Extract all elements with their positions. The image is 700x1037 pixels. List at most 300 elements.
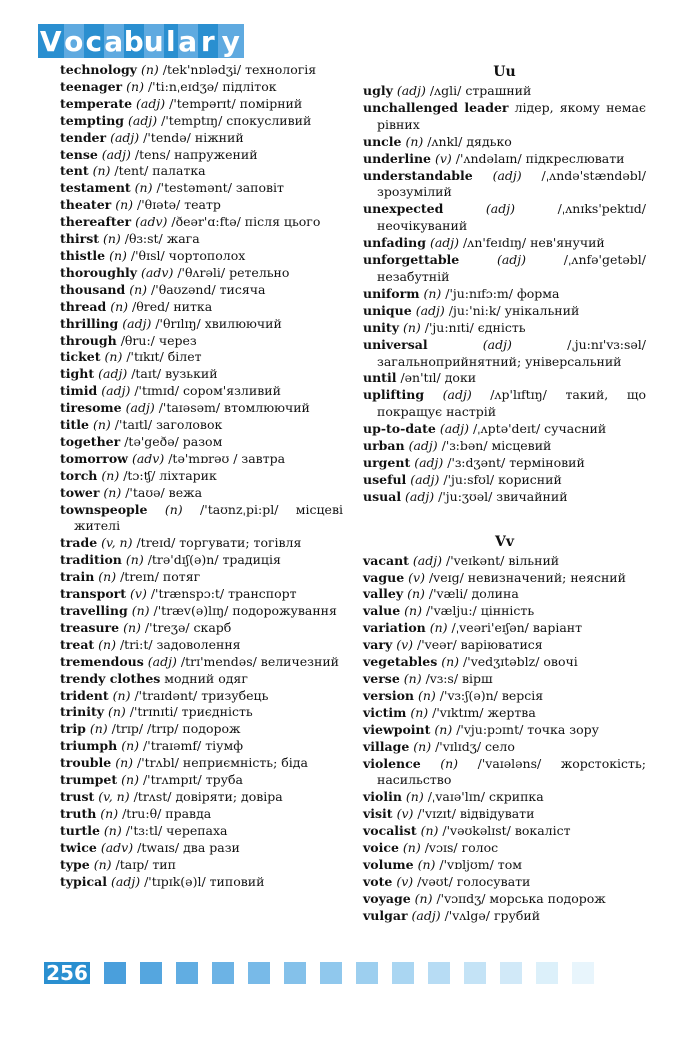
transcription-translation: /'trɪnɪti/ триєдність — [129, 704, 253, 720]
vocabulary-title — [38, 24, 244, 58]
transcription-translation: /'taʊə/ вежа — [125, 484, 203, 500]
dictionary-entry — [363, 722, 646, 739]
headword: voice — [363, 840, 399, 856]
part-of-speech: (n) — [112, 687, 131, 703]
dictionary-entry — [60, 806, 343, 823]
dictionary-entry — [363, 671, 646, 688]
part-of-speech: (n) — [403, 671, 422, 686]
transcription-translation: /ˌʌnɪks'pektɪd/ неочікуваний — [377, 201, 646, 234]
headword: useful — [363, 471, 407, 487]
headword: version — [363, 687, 415, 703]
headword: unforgettable — [363, 252, 460, 268]
headword: transport — [60, 586, 127, 602]
transcription-translation: /'vju:pɔɪnt/ точка зору — [456, 721, 599, 737]
transcription-translation: /ðeər'ɑ:ftə/ після цього — [171, 214, 321, 230]
transcription-translation: /'traɪəmf/ тіумф — [143, 738, 243, 754]
transcription-translation: /'ju:nɪti/ єдність — [424, 319, 526, 335]
section-u-list — [363, 83, 646, 506]
headword: tent — [60, 163, 89, 179]
transcription-translation: /ˌʌnfə'getəbl/ незабутній — [377, 252, 646, 284]
dictionary-entry — [363, 620, 646, 637]
part-of-speech: (n) — [404, 603, 422, 619]
decorative-square — [428, 962, 450, 984]
part-of-speech: (n) — [405, 133, 424, 149]
part-of-speech: (n) — [131, 603, 150, 618]
dictionary-entry — [363, 654, 646, 671]
transcription-translation: /'vɒljʊm/ том — [439, 856, 522, 872]
dictionary-entry — [60, 180, 343, 197]
transcription-translation: /ˌʌptə'deɪt/ сучасний — [472, 421, 607, 437]
part-of-speech: (n) — [98, 636, 116, 652]
part-of-speech: (n) — [126, 78, 144, 94]
headword: turtle — [60, 822, 100, 838]
headword: vulgar — [363, 907, 408, 923]
dictionary-entry — [60, 79, 343, 96]
dictionary-entry — [60, 231, 343, 248]
decorative-square — [464, 962, 486, 984]
headword: typical — [60, 873, 107, 889]
dictionary-entry — [363, 455, 646, 472]
transcription-translation: /'θʌrəli/ ретельно — [177, 264, 290, 280]
headword: tender — [60, 129, 107, 145]
transcription-translation: /'vaɪələns/ жорстокість; насильство — [377, 755, 646, 788]
dictionary-entry — [363, 688, 646, 705]
part-of-speech: (n) — [104, 349, 123, 365]
dictionary-entry — [363, 756, 646, 790]
headword: unexpected — [363, 201, 444, 217]
transcription-translation: /'tɜ:tl/ черепаха — [125, 822, 228, 838]
dictionary-entry — [60, 704, 343, 721]
dictionary-entry — [363, 603, 646, 620]
headword: unchallenged leader — [363, 99, 509, 115]
dictionary-entry — [60, 874, 343, 891]
transcription-translation: /'tɪpɪk(ə)l/ типовий — [144, 873, 265, 889]
headword: ugly — [363, 83, 393, 98]
dictionary-entry — [60, 586, 343, 603]
headword: unique — [363, 302, 412, 318]
part-of-speech: (n) — [103, 822, 122, 838]
section-heading-v: Vv — [495, 533, 514, 550]
headword: trip — [60, 721, 86, 737]
part-of-speech: (n) — [407, 586, 425, 602]
part-of-speech: (adj) — [125, 400, 155, 416]
page-number: 256 — [44, 962, 90, 984]
headword: vocalist — [363, 823, 417, 839]
transcription-translation: /'taʊnzˌpi:pl/ місцеві жителі — [74, 501, 343, 534]
part-of-speech: (n) — [441, 654, 460, 670]
headword: thereafter — [60, 214, 132, 230]
title-letter: l — [165, 24, 177, 58]
dictionary-entry — [60, 721, 343, 738]
headword: uplifting — [363, 387, 425, 403]
dictionary-entry — [363, 489, 646, 506]
dictionary-entry — [60, 265, 343, 282]
part-of-speech: (n) — [125, 552, 144, 568]
part-of-speech: (adj) — [110, 873, 141, 889]
headword: teenager — [60, 78, 123, 94]
transcription-translation: /'vəʊkəlɪst/ вокаліст — [442, 823, 571, 839]
headword: unfading — [363, 235, 426, 251]
part-of-speech: (n) — [115, 197, 134, 213]
decorative-square — [176, 962, 198, 984]
headword: tremendous — [60, 653, 144, 669]
part-of-speech: (v, n) — [101, 535, 133, 551]
dictionary-entry — [60, 130, 343, 147]
part-of-speech: (adj) — [442, 387, 472, 403]
dictionary-entry — [363, 739, 646, 756]
dictionary-entry — [60, 485, 343, 502]
headword: treat — [60, 636, 95, 652]
transcription-translation: /tə'mɒrəʊ / завтра — [168, 450, 286, 466]
headword: truth — [60, 805, 97, 821]
dictionary-entry — [363, 806, 646, 823]
headword: together — [60, 433, 121, 449]
headword: village — [363, 738, 410, 754]
headword: ticket — [60, 349, 101, 365]
headword: victim — [363, 704, 407, 720]
part-of-speech: (adj) — [429, 235, 460, 251]
headword: thread — [60, 298, 107, 314]
transcription-translation: /'ti:nˌeɪdʒə/ підліток — [147, 78, 277, 94]
headword: verse — [363, 671, 400, 686]
dictionary-entry — [60, 535, 343, 552]
headword: thousand — [60, 281, 126, 297]
part-of-speech: (v, n) — [98, 788, 130, 804]
part-of-speech: (v) — [396, 873, 414, 889]
part-of-speech: (n) — [405, 789, 424, 805]
headword: voyage — [363, 890, 411, 906]
dictionary-entry — [363, 823, 646, 840]
dictionary-entry — [60, 637, 343, 654]
part-of-speech: (n) — [402, 319, 421, 335]
headword: type — [60, 856, 90, 872]
dictionary-entry — [60, 113, 343, 130]
part-of-speech: (adj) — [496, 252, 527, 268]
part-of-speech: (n) — [414, 890, 433, 906]
headword: temperate — [60, 95, 133, 111]
dictionary-entry — [60, 248, 343, 265]
transcription-translation: /twaɪs/ два рази — [137, 839, 240, 855]
dictionary-entry — [60, 333, 343, 350]
transcription-translation: /'ju:ʒʊəl/ звичайний — [438, 488, 568, 504]
headword: tiresome — [60, 400, 122, 416]
part-of-speech: (n) — [140, 62, 159, 77]
part-of-speech: (adj) — [408, 438, 438, 454]
headword: title — [60, 417, 89, 433]
transcription-translation: /trʌst/ довіряти; довіра — [133, 788, 283, 804]
part-of-speech: (n) — [92, 417, 111, 433]
part-of-speech: (n) — [89, 721, 108, 737]
headword: tomorrow — [60, 450, 128, 466]
headword: triumph — [60, 738, 118, 754]
decorative-square — [248, 962, 270, 984]
part-of-speech: (n) — [420, 823, 439, 839]
dictionary-entry — [363, 370, 646, 387]
part-of-speech: (n) — [110, 298, 129, 314]
dictionary-entry — [363, 438, 646, 455]
transcription-translation: /'vælju:/ цінність — [425, 603, 535, 619]
part-of-speech: (adj) — [492, 167, 522, 183]
transcription-translation: /vəʊt/ голосувати — [417, 873, 531, 889]
part-of-speech: (n) — [434, 721, 453, 737]
headword: uniform — [363, 285, 420, 301]
transcription-translation: /ˌʌndə'stændəbl/ зрозумілий — [377, 167, 646, 200]
dictionary-entry — [363, 337, 646, 371]
headword: violence — [363, 755, 421, 771]
dictionary-entry — [60, 163, 343, 180]
headword: testament — [60, 180, 131, 196]
decorative-square — [392, 962, 414, 984]
headword: trident — [60, 687, 109, 703]
transcription-translation: /'tɪkɪt/ білет — [126, 349, 202, 365]
transcription-translation: /vɜ:s/ вірш — [425, 671, 493, 686]
part-of-speech: (adj) — [439, 421, 469, 437]
part-of-speech: (n) — [107, 704, 126, 720]
headword: train — [60, 569, 95, 585]
dictionary-entry — [363, 252, 646, 286]
dictionary-entry — [363, 472, 646, 489]
dictionary-entry — [60, 823, 343, 840]
headword: vague — [363, 569, 405, 585]
transcription-translation: /'θɪətə/ театр — [137, 197, 221, 213]
dictionary-entry — [363, 586, 646, 603]
dictionary-entry — [60, 62, 343, 79]
transcription-translation: /taɪt/ вузький — [131, 366, 218, 382]
headword: vegetables — [363, 654, 438, 670]
dictionary-entry — [363, 553, 646, 570]
dictionary-entry — [363, 570, 646, 587]
headword: tradition — [60, 552, 122, 568]
transcription-translation: /tent/ палатка — [114, 163, 206, 179]
headword: visit — [363, 806, 393, 822]
headword: timid — [60, 383, 98, 399]
transcription-translation: /tek'nɒlədʒi/ технологія — [162, 62, 317, 77]
headword: trinity — [60, 704, 104, 720]
part-of-speech: (adj) — [485, 201, 516, 217]
headword: volume — [363, 856, 414, 872]
dictionary-entry — [363, 100, 646, 134]
transcription-translation: /'ʌndəlaɪn/ підкреслювати — [455, 150, 625, 166]
transcription-translation: /ən'tɪl/ доки — [400, 370, 477, 386]
title-letter: b — [123, 24, 145, 58]
transcription-translation: /'θɪsl/ чортополох — [130, 247, 246, 263]
dictionary-entry — [60, 840, 343, 857]
transcription-translation: /'testəmənt/ заповіт — [156, 180, 284, 196]
dictionary-entry — [60, 214, 343, 231]
part-of-speech: (adj) — [411, 907, 441, 923]
transcription-translation: /'treʒə/ скарб — [144, 619, 232, 635]
dictionary-entry — [363, 151, 646, 168]
headword: technology — [60, 62, 137, 77]
dictionary-entry — [363, 83, 646, 100]
transcription-translation: /θɜ:st/ жага — [124, 231, 200, 247]
headword: valley — [363, 586, 404, 602]
part-of-speech: (n) — [121, 772, 139, 788]
transcription-translation: /ˌju:nɪ'vɜ:səl/ загальноприйнятний; універсальний — [377, 336, 646, 369]
transcription-translation: /veɪg/ невизначений; неясний — [428, 569, 626, 585]
transcription-translation: /'ɜ:bən/ місцевий — [441, 438, 552, 454]
dictionary-entry — [60, 451, 343, 468]
part-of-speech: (adj) — [396, 83, 426, 98]
dictionary-entry — [363, 908, 646, 925]
part-of-speech: (adv) — [131, 450, 165, 466]
part-of-speech: (n) — [429, 620, 448, 636]
dictionary-entry — [60, 299, 343, 316]
decorative-square — [104, 962, 126, 984]
dictionary-entry — [60, 502, 343, 536]
part-of-speech: (adv) — [100, 839, 134, 855]
part-of-speech: (adj) — [405, 488, 435, 504]
transcription-translation: /trɪp/ /trɪp/ подорож — [111, 721, 241, 737]
dictionary-entry — [363, 637, 646, 654]
headword: vote — [363, 873, 393, 889]
dictionary-entry — [60, 789, 343, 806]
part-of-speech: (adj) — [415, 302, 445, 318]
dictionary-entry — [363, 789, 646, 806]
dictionary-entry — [363, 857, 646, 874]
part-of-speech: (n) — [123, 619, 141, 635]
headword: underline — [363, 150, 431, 166]
headword: trendy clothes — [60, 670, 161, 686]
dictionary-entry — [60, 434, 343, 451]
transcription-translation: /'veɪkənt/ вільний — [446, 552, 560, 568]
part-of-speech: (n) — [164, 501, 183, 517]
headword: value — [363, 603, 401, 619]
dictionary-entry — [363, 891, 646, 908]
title-letter: r — [198, 24, 218, 58]
part-of-speech: (adj) — [482, 336, 512, 352]
headword: travelling — [60, 603, 128, 618]
decorative-square — [140, 962, 162, 984]
part-of-speech: (n) — [402, 840, 421, 856]
part-of-speech: (n) — [98, 569, 117, 585]
transcription-translation: /trɪ'mendəs/ величезний — [180, 653, 339, 669]
transcription-translation: /vɔɪs/ голос — [424, 840, 499, 856]
transcription-translation: /tru:θ/ правда — [122, 805, 212, 821]
transcription-translation: /'tempərɪt/ помірний — [169, 95, 303, 111]
part-of-speech: (n) — [418, 687, 436, 703]
headword: variation — [363, 620, 426, 636]
dictionary-entry — [60, 349, 343, 366]
part-of-speech: (adj) — [414, 454, 444, 470]
headword: universal — [363, 336, 428, 352]
headword: usual — [363, 488, 402, 504]
part-of-speech: (v) — [434, 150, 452, 166]
part-of-speech: (adj) — [110, 129, 140, 145]
transcription-translation: /'vʌlgə/ грубий — [444, 907, 541, 923]
dictionary-entry — [60, 857, 343, 874]
dictionary-entry — [363, 387, 646, 421]
headword: vacant — [363, 552, 409, 568]
headword: trade — [60, 535, 98, 551]
transcription-translation: /trə'dɪʃ(ə)n/ традиція — [147, 552, 281, 568]
headword: trouble — [60, 755, 112, 771]
transcription-translation: /'træv(ə)lɪŋ/ подорожування — [153, 603, 337, 618]
part-of-speech: (n) — [134, 180, 153, 196]
transcription-translation: /tri:t/ задоволення — [119, 636, 241, 652]
transcription-translation: /ʌp'lɪftɪŋ/ такий, що покращує настрій — [377, 387, 646, 420]
dictionary-entry — [363, 134, 646, 151]
transcription-translation: /'trʌbl/ неприємність; біда — [137, 755, 308, 771]
part-of-speech: (v) — [130, 586, 147, 602]
part-of-speech: (v) — [408, 569, 425, 585]
headword: through — [60, 332, 117, 348]
transcription-translation: /'trʌmpɪt/ труба — [142, 772, 243, 788]
transcription-translation: /'vɔɪɪdʒ/ морська подорож — [436, 890, 606, 906]
title-letter: c — [85, 24, 103, 58]
dictionary-entry — [363, 168, 646, 202]
part-of-speech: (n) — [103, 484, 122, 500]
dictionary-entry — [363, 303, 646, 320]
transcription-translation: /treɪd/ торгувати; тогівля — [136, 535, 302, 551]
transcription-translation: /'vɪktɪm/ жертва — [432, 704, 536, 720]
headword: twice — [60, 839, 97, 855]
transcription-translation: /'θaʊzənd/ тисяча — [151, 281, 266, 297]
transcription-translation: /'vɜ:ʃ(ə)n/ версія — [439, 687, 544, 703]
headword: tight — [60, 366, 95, 382]
dictionary-entry — [60, 147, 343, 164]
part-of-speech: (n) — [413, 738, 432, 754]
dictionary-entry — [363, 705, 646, 722]
dictionary-entry — [363, 201, 646, 235]
headword: trust — [60, 788, 95, 804]
headword: urgent — [363, 454, 411, 470]
headword: thistle — [60, 247, 106, 263]
headword: thrilling — [60, 315, 119, 331]
decorative-square — [320, 962, 342, 984]
dictionary-entry — [363, 421, 646, 438]
dictionary-entry — [60, 552, 343, 569]
part-of-speech: (n) — [121, 738, 140, 754]
transcription-translation: /'tɪmɪd/ сором'язливий — [134, 383, 281, 399]
part-of-speech: (n) — [100, 805, 119, 821]
dictionary-entry — [363, 320, 646, 337]
dictionary-entry — [60, 468, 343, 485]
transcription-translation: /tens/ напружений — [134, 146, 258, 162]
transcription-translation: /'ɜ:dʒənt/ терміновий — [447, 454, 585, 470]
headword: tense — [60, 146, 98, 162]
right-column — [363, 62, 646, 925]
transcription-translation: /ʌnkl/ дядько — [427, 133, 512, 149]
decorative-square — [536, 962, 558, 984]
title-letter: a — [178, 24, 198, 58]
part-of-speech: (n) — [93, 856, 112, 872]
part-of-speech: (adj) — [101, 146, 131, 162]
dictionary-entry — [60, 620, 343, 637]
headword: vary — [363, 637, 393, 653]
headword: townspeople — [60, 501, 148, 517]
dictionary-entry — [60, 366, 343, 383]
headword: thirst — [60, 231, 100, 247]
transcription-translation: /'temptɪŋ/ спокусливий — [161, 112, 312, 128]
part-of-speech: (adj) — [412, 552, 443, 568]
dictionary-entry — [363, 840, 646, 857]
headword: violin — [363, 789, 402, 805]
dictionary-entry — [60, 671, 343, 688]
section-v-list — [363, 553, 646, 925]
part-of-speech: (n) — [92, 163, 111, 179]
part-of-speech: (v) — [396, 806, 414, 822]
part-of-speech: (n) — [410, 704, 429, 720]
section-heading-u: Uu — [493, 64, 516, 80]
headword: viewpoint — [363, 721, 431, 737]
headword: treasure — [60, 619, 120, 635]
part-of-speech: (n) — [440, 755, 459, 771]
transcription-translation: /ju:'ni:k/ унікальний — [448, 302, 580, 318]
dictionary-entry — [60, 383, 343, 400]
decorative-square — [284, 962, 306, 984]
dictionary-entry — [60, 755, 343, 772]
